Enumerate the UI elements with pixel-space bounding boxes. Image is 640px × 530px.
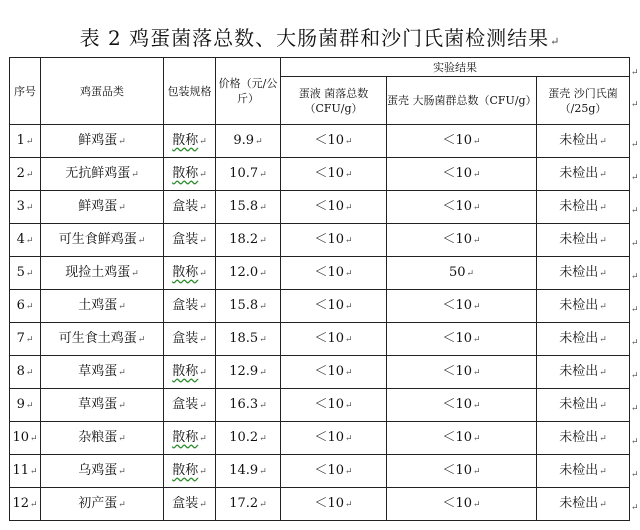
coliform-cell [387, 158, 537, 191]
paragraph-mark-icon: ↵ [199, 367, 207, 378]
paragraph-mark-icon: ↵ [345, 400, 353, 411]
paragraph-mark-icon: ↵ [473, 334, 481, 345]
price-cell [216, 356, 281, 389]
pack-cell [164, 125, 216, 158]
paragraph-mark-icon: ↵ [25, 301, 34, 312]
price-value: 18.2 [229, 231, 259, 247]
row-no-value: 4 [16, 231, 25, 247]
price-value: 10.7 [229, 165, 259, 181]
coliform-cell [387, 224, 537, 257]
paragraph-mark-icon: ↵ [259, 334, 267, 345]
paragraph-mark-icon: ↵ [473, 235, 481, 246]
paragraph-mark-icon: ↵ [599, 235, 607, 246]
price-value: 14.9 [229, 462, 259, 478]
pack-value: 散称 [172, 429, 199, 445]
paragraph-mark-icon: ↵ [599, 268, 607, 279]
total-count-cell [281, 158, 387, 191]
total-count-cell [281, 125, 387, 158]
paragraph-mark-icon: ↵ [259, 169, 267, 180]
salmonella-value: 未检出 [559, 330, 599, 346]
paragraph-mark-icon: ↵ [199, 169, 207, 180]
coliform-value: ＜10 [442, 231, 472, 247]
paragraph-mark-icon: ↵ [599, 400, 607, 411]
row-no-cell [10, 488, 41, 521]
total-count-cell [281, 323, 387, 356]
coliform-cell [387, 125, 537, 158]
total-count-value: ＜10 [314, 429, 344, 445]
paragraph-mark-icon: ↵ [631, 470, 639, 480]
coliform-value: 50 [448, 264, 466, 280]
total-count-value: ＜10 [314, 462, 344, 478]
paragraph-mark-icon: ↵ [25, 169, 34, 180]
paragraph-mark-icon: ↵ [259, 202, 267, 213]
row-no-value: 9 [16, 396, 25, 412]
coliform-value: ＜10 [442, 297, 472, 313]
row-no-cell [10, 257, 41, 290]
egg-kind-value: 乌鸡蛋 [78, 462, 118, 478]
row-no-cell [10, 422, 41, 455]
price-value: 10.2 [229, 429, 259, 445]
egg-kind-value: 杂粮蛋 [78, 429, 118, 445]
egg-kind-cell [41, 422, 164, 455]
paragraph-mark-icon: ↵ [199, 334, 207, 345]
row-no-cell [10, 356, 41, 389]
total-count-cell [281, 455, 387, 488]
egg-kind-cell [41, 389, 164, 422]
paragraph-mark-icon: ↵ [30, 499, 38, 510]
table-row [10, 158, 630, 191]
paragraph-mark-icon: ↵ [255, 136, 263, 147]
row-no-value: 11 [12, 462, 29, 478]
header-col-salmonella: 蛋壳 沙门氏菌（/25g） [537, 77, 630, 125]
price-value: 15.8 [229, 198, 259, 214]
pack-value: 散称 [172, 264, 199, 280]
row-no-value: 1 [16, 132, 25, 148]
paragraph-mark-icon: ↵ [631, 173, 639, 183]
egg-kind-cell [41, 257, 164, 290]
paragraph-mark-icon: ↵ [199, 202, 207, 213]
price-cell [216, 455, 281, 488]
salmonella-value: 未检出 [559, 429, 599, 445]
total-count-value: ＜10 [314, 198, 344, 214]
salmonella-value: 未检出 [559, 462, 599, 478]
paragraph-mark-icon: ↵ [25, 202, 34, 213]
egg-kind-cell [41, 158, 164, 191]
price-value: 16.3 [229, 396, 259, 412]
row-no-value: 6 [16, 297, 25, 313]
paragraph-mark-icon: ↵ [118, 433, 126, 444]
paragraph-mark-icon: ↵ [631, 338, 639, 348]
salmonella-cell [537, 323, 630, 356]
salmonella-value: 未检出 [559, 363, 599, 379]
egg-kind-cell [41, 224, 164, 257]
egg-kind-cell [41, 125, 164, 158]
price-value: 17.2 [229, 495, 259, 511]
paragraph-mark-icon: ↵ [599, 499, 607, 510]
header-price: 价格（元/公斤） [216, 58, 281, 125]
coliform-cell [387, 257, 537, 290]
price-value: 9.9 [233, 132, 255, 148]
row-no-value: 12 [12, 495, 29, 511]
salmonella-value: 未检出 [559, 396, 599, 412]
pack-cell [164, 323, 216, 356]
paragraph-mark-icon: ↵ [631, 371, 639, 381]
paragraph-mark-icon: ↵ [259, 235, 267, 246]
egg-kind-cell [41, 356, 164, 389]
salmonella-value: 未检出 [559, 165, 599, 181]
paragraph-mark-icon: ↵ [131, 268, 139, 279]
paragraph-mark-icon: ↵ [599, 136, 607, 147]
total-count-cell [281, 422, 387, 455]
salmonella-cell [537, 488, 630, 521]
pack-value: 散称 [172, 363, 199, 379]
pack-value: 盒装 [172, 330, 199, 346]
paragraph-mark-icon: ↵ [599, 367, 607, 378]
pack-value: 盒装 [172, 495, 199, 511]
header-col-total: 蛋液 菌落总数（CFU/g） [281, 77, 387, 125]
table-row [10, 191, 630, 224]
total-count-value: ＜10 [314, 396, 344, 412]
paragraph-mark-icon: ↵ [599, 169, 607, 180]
coliform-cell [387, 389, 537, 422]
salmonella-value: 未检出 [559, 297, 599, 313]
table-row [10, 224, 630, 257]
egg-kind-cell [41, 455, 164, 488]
egg-kind-value: 鲜鸡蛋 [78, 198, 118, 214]
paragraph-mark-icon: ↵ [25, 136, 34, 147]
coliform-value: ＜10 [442, 462, 472, 478]
coliform-cell [387, 455, 537, 488]
price-cell [216, 125, 281, 158]
price-cell [216, 323, 281, 356]
paragraph-mark-icon: ↵ [259, 466, 267, 477]
salmonella-cell [537, 290, 630, 323]
pack-cell [164, 455, 216, 488]
paragraph-mark-icon: ↵ [131, 169, 139, 180]
header-col-coliform: 蛋壳 大肠菌群总数（CFU/g） [387, 77, 537, 125]
header-pack: 包装规格 [164, 58, 216, 125]
egg-kind-value: 土鸡蛋 [78, 297, 118, 313]
coliform-value: ＜10 [442, 330, 472, 346]
paragraph-mark-icon: ↵ [25, 268, 34, 279]
paragraph-mark-icon: ↵ [473, 367, 481, 378]
table-title [0, 22, 640, 51]
header-kind: 鸡蛋品类 [41, 58, 164, 125]
paragraph-mark-icon: ↵ [599, 466, 607, 477]
row-no-cell [10, 191, 41, 224]
pack-value: 盒装 [172, 231, 199, 247]
table-row [10, 422, 630, 455]
egg-kind-value: 可生食土鸡蛋 [58, 330, 137, 346]
pack-cell [164, 389, 216, 422]
coliform-cell [387, 488, 537, 521]
total-count-value: ＜10 [314, 330, 344, 346]
paragraph-mark-icon: ↵ [137, 235, 146, 246]
row-no-cell [10, 224, 41, 257]
price-cell [216, 191, 281, 224]
row-no-cell [10, 125, 41, 158]
row-no-cell [10, 455, 41, 488]
coliform-cell [387, 191, 537, 224]
price-value: 15.8 [229, 297, 259, 313]
row-no-value: 3 [16, 198, 25, 214]
paragraph-mark-icon: ↵ [466, 268, 475, 279]
paragraph-mark-icon: ↵ [631, 100, 639, 110]
pack-cell [164, 257, 216, 290]
total-count-value: ＜10 [314, 297, 344, 313]
salmonella-cell [537, 455, 630, 488]
paragraph-mark-icon: ↵ [137, 334, 146, 345]
paragraph-mark-icon: ↵ [345, 169, 353, 180]
paragraph-mark-icon: ↵ [199, 400, 207, 411]
paragraph-mark-icon: ↵ [345, 367, 353, 378]
salmonella-value: 未检出 [559, 495, 599, 511]
salmonella-cell [537, 158, 630, 191]
coliform-value: ＜10 [442, 198, 472, 214]
total-count-value: ＜10 [314, 231, 344, 247]
header-row-top [10, 58, 630, 77]
price-cell [216, 389, 281, 422]
pack-cell [164, 158, 216, 191]
salmonella-value: 未检出 [559, 231, 599, 247]
row-no-cell [10, 158, 41, 191]
egg-kind-value: 鲜鸡蛋 [78, 132, 118, 148]
coliform-value: ＜10 [442, 132, 472, 148]
coliform-value: ＜10 [442, 429, 472, 445]
table-row [10, 125, 630, 158]
coliform-cell [387, 290, 537, 323]
header-group: 实验结果 [281, 58, 630, 77]
egg-kind-cell [41, 191, 164, 224]
row-no-cell [10, 323, 41, 356]
total-count-cell [281, 488, 387, 521]
price-value: 12.0 [229, 264, 259, 280]
price-value: 12.9 [229, 363, 259, 379]
price-cell [216, 257, 281, 290]
row-no-value: 2 [16, 165, 25, 181]
coliform-value: ＜10 [442, 165, 472, 181]
table-row [10, 455, 630, 488]
salmonella-value: 未检出 [559, 264, 599, 280]
table-row [10, 488, 630, 521]
paragraph-mark-icon: ↵ [473, 400, 481, 411]
paragraph-mark-icon: ↵ [631, 437, 639, 447]
paragraph-mark-icon: ↵ [259, 400, 267, 411]
salmonella-cell [537, 356, 630, 389]
paragraph-mark-icon: ↵ [259, 499, 267, 510]
row-no-cell [10, 290, 41, 323]
salmonella-cell [537, 422, 630, 455]
salmonella-value: 未检出 [559, 132, 599, 148]
egg-kind-cell [41, 488, 164, 521]
table-row [10, 290, 630, 323]
pack-value: 盒装 [172, 198, 199, 214]
paragraph-mark-icon: ↵ [473, 169, 481, 180]
paragraph-mark-icon: ↵ [631, 239, 639, 249]
paragraph-mark-icon: ↵ [30, 466, 38, 477]
paragraph-mark-icon: ↵ [631, 272, 639, 282]
row-no-value: 8 [16, 363, 25, 379]
total-count-cell [281, 290, 387, 323]
paragraph-mark-icon: ↵ [473, 202, 481, 213]
table-row [10, 323, 630, 356]
salmonella-cell [537, 389, 630, 422]
coliform-cell [387, 422, 537, 455]
paragraph-mark-icon: ↵ [345, 268, 353, 279]
price-value: 18.5 [229, 330, 259, 346]
paragraph-mark-icon: ↵ [345, 202, 353, 213]
paragraph-mark-icon: ↵ [473, 136, 481, 147]
paragraph-mark-icon: ↵ [25, 400, 34, 411]
total-count-cell [281, 356, 387, 389]
salmonella-cell [537, 257, 630, 290]
paragraph-mark-icon: ↵ [199, 499, 207, 510]
paragraph-mark-icon: ↵ [599, 202, 607, 213]
paragraph-mark-icon: ↵ [259, 268, 267, 279]
paragraph-mark-icon: ↵ [631, 404, 639, 414]
salmonella-value: 未检出 [559, 198, 599, 214]
row-no-value: 5 [16, 264, 25, 280]
egg-kind-value: 现捡土鸡蛋 [65, 264, 131, 280]
coliform-value: ＜10 [442, 495, 472, 511]
paragraph-mark-icon: ↵ [118, 400, 126, 411]
paragraph-mark-icon: ↵ [259, 433, 267, 444]
pack-cell [164, 224, 216, 257]
pack-value: 散称 [172, 165, 199, 181]
pack-value: 盒装 [172, 297, 199, 313]
paragraph-mark-icon: ↵ [473, 466, 481, 477]
pack-value: 散称 [172, 132, 199, 148]
row-no-value: 10 [12, 429, 29, 445]
egg-kind-value: 初产蛋 [78, 495, 118, 511]
total-count-value: ＜10 [314, 495, 344, 511]
paragraph-mark-icon: ↵ [631, 503, 639, 513]
egg-kind-value: 草鸡蛋 [78, 396, 118, 412]
paragraph-mark-icon: ↵ [345, 433, 353, 444]
pack-cell [164, 488, 216, 521]
paragraph-mark-icon: ↵ [345, 334, 353, 345]
pack-value: 盒装 [172, 396, 199, 412]
paragraph-mark-icon: ↵ [199, 433, 207, 444]
total-count-cell [281, 257, 387, 290]
paragraph-mark-icon: ↵ [25, 235, 34, 246]
coliform-value: ＜10 [442, 363, 472, 379]
paragraph-mark-icon: ↵ [25, 334, 34, 345]
paragraph-mark-icon: ↵ [631, 140, 639, 150]
paragraph-mark-icon: ↵ [199, 136, 207, 147]
total-count-value: ＜10 [314, 132, 344, 148]
paragraph-mark-icon: ↵ [199, 466, 207, 477]
table-title-text: 表 2 鸡蛋菌落总数、大肠菌群和沙门氏菌检测结果 [79, 26, 550, 50]
paragraph-mark-icon: ↵ [199, 301, 207, 312]
pack-cell [164, 290, 216, 323]
coliform-cell [387, 323, 537, 356]
paragraph-mark-icon: ↵ [30, 433, 38, 444]
salmonella-cell [537, 224, 630, 257]
egg-kind-cell [41, 323, 164, 356]
table-row [10, 356, 630, 389]
paragraph-mark-icon: ↵ [473, 433, 481, 444]
paragraph-mark-icon: ↵ [631, 68, 639, 78]
paragraph-mark-icon: ↵ [599, 433, 607, 444]
paragraph-mark-icon: ↵ [259, 367, 267, 378]
salmonella-cell [537, 125, 630, 158]
egg-kind-value: 无抗鲜鸡蛋 [65, 165, 131, 181]
paragraph-mark-icon: ↵ [345, 301, 353, 312]
price-cell [216, 224, 281, 257]
total-count-cell [281, 389, 387, 422]
paragraph-mark-icon: ↵ [345, 235, 353, 246]
paragraph-mark-icon: ↵ [199, 235, 207, 246]
price-cell [216, 290, 281, 323]
price-cell [216, 158, 281, 191]
egg-kind-value: 可生食鲜鸡蛋 [58, 231, 137, 247]
price-cell [216, 422, 281, 455]
results-table [9, 57, 630, 521]
paragraph-mark-icon: ↵ [550, 35, 561, 48]
total-count-value: ＜10 [314, 165, 344, 181]
paragraph-mark-icon: ↵ [25, 367, 34, 378]
paragraph-mark-icon: ↵ [631, 305, 639, 315]
paragraph-mark-icon: ↵ [118, 202, 126, 213]
paragraph-mark-icon: ↵ [118, 301, 126, 312]
header-no: 序号 [10, 58, 41, 125]
paragraph-mark-icon: ↵ [473, 301, 481, 312]
paragraph-mark-icon: ↵ [599, 334, 607, 345]
paragraph-mark-icon: ↵ [631, 206, 639, 216]
price-cell [216, 488, 281, 521]
row-no-cell [10, 389, 41, 422]
salmonella-cell [537, 191, 630, 224]
total-count-value: ＜10 [314, 363, 344, 379]
total-count-cell [281, 224, 387, 257]
paragraph-mark-icon: ↵ [118, 367, 126, 378]
paragraph-mark-icon: ↵ [473, 499, 481, 510]
egg-kind-cell [41, 290, 164, 323]
coliform-value: ＜10 [442, 396, 472, 412]
paragraph-mark-icon: ↵ [345, 136, 353, 147]
pack-value: 散称 [172, 462, 199, 478]
paragraph-mark-icon: ↵ [118, 136, 126, 147]
paragraph-mark-icon: ↵ [199, 268, 207, 279]
coliform-cell [387, 356, 537, 389]
paragraph-mark-icon: ↵ [118, 466, 126, 477]
paragraph-mark-icon: ↵ [599, 301, 607, 312]
pack-cell [164, 422, 216, 455]
row-no-value: 7 [16, 330, 25, 346]
table-row [10, 389, 630, 422]
table-row [10, 257, 630, 290]
total-count-value: ＜10 [314, 264, 344, 280]
paragraph-mark-icon: ↵ [345, 466, 353, 477]
pack-cell [164, 356, 216, 389]
paragraph-mark-icon: ↵ [259, 301, 267, 312]
pack-cell [164, 191, 216, 224]
table-body [10, 58, 630, 521]
paragraph-mark-icon: ↵ [345, 499, 353, 510]
paragraph-mark-icon: ↵ [118, 499, 126, 510]
total-count-cell [281, 191, 387, 224]
egg-kind-value: 草鸡蛋 [78, 363, 118, 379]
